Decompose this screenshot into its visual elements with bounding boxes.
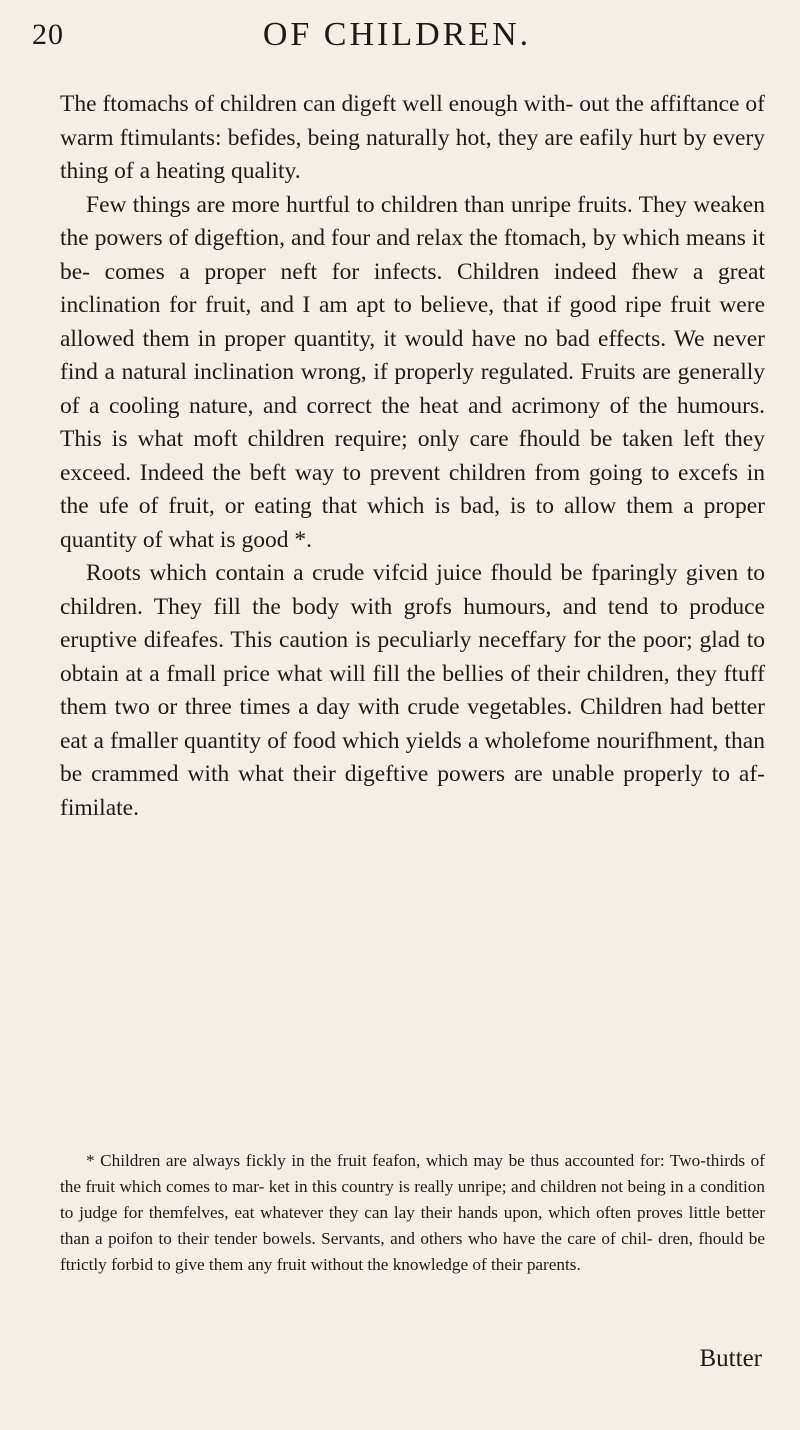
page-number: 20 — [32, 18, 64, 51]
footnote: * Children are always fickly in the fruit feafon, which may be thus accounted for: Two-thirds of the fruit which comes to mar- ket in this country is really unripe; and children not being in a condition to judge for themfelves, eat whatever they can lay their hands upon, which often proves little better than a poifon to their tender bowels. Servants, and others who have the care of chil- dren, fhould be ftrictly forbid to give them any fruit without the knowledge of their parents. — [60, 1151, 765, 1274]
paragraph-roots: Roots which contain a crude vifcid juice fhould be fparingly given to children. They fill the body with grofs humours, and tend to produce eruptive difeafes. This caution is peculiarly neceffary for the poor; glad to obtain at a fmall price what will fill the bellies of their children, they ftuff them two or three times a day with crude vegetables. Children had better eat a fmaller quantity of food which yields a wholefome nourifhment, than be crammed with what their digeftive powers are unable properly to af- fimilate. — [60, 560, 765, 821]
paragraph-stimulants: The ftomachs of children can digeft well enough with- out the affiftance of warm ftimulants: befides, being naturally hot, they are eafily hurt by every thing of a heating quality. — [60, 91, 765, 184]
catchword: Butter — [699, 1345, 762, 1372]
paragraph-unripe-fruits: Few things are more hurtful to children than unripe fruits. They weaken the powers of digeftion, and four and relax the ftomach, by which means it be- comes a proper neft for infects. Children indeed fhew a great inclination for fruit, and I am apt to believe, that if good ripe fruit were allowed them in proper quantity, it would have no bad effects. We never find a natural inclination wrong, if properly regulated. Fruits are generally of a cooling nature, and correct the heat and acrimony of the humours. This is what moft children require; only care fhould be taken left they exceed. Indeed the beft way to prevent children from going to excefs in the ufe of fruit, or eating that which is bad, is to allow them a proper quantity of what is good *. — [60, 191, 765, 553]
main-text — [60, 88, 765, 825]
page-header — [32, 10, 762, 70]
running-head: OF CHILDREN. — [262, 16, 532, 53]
